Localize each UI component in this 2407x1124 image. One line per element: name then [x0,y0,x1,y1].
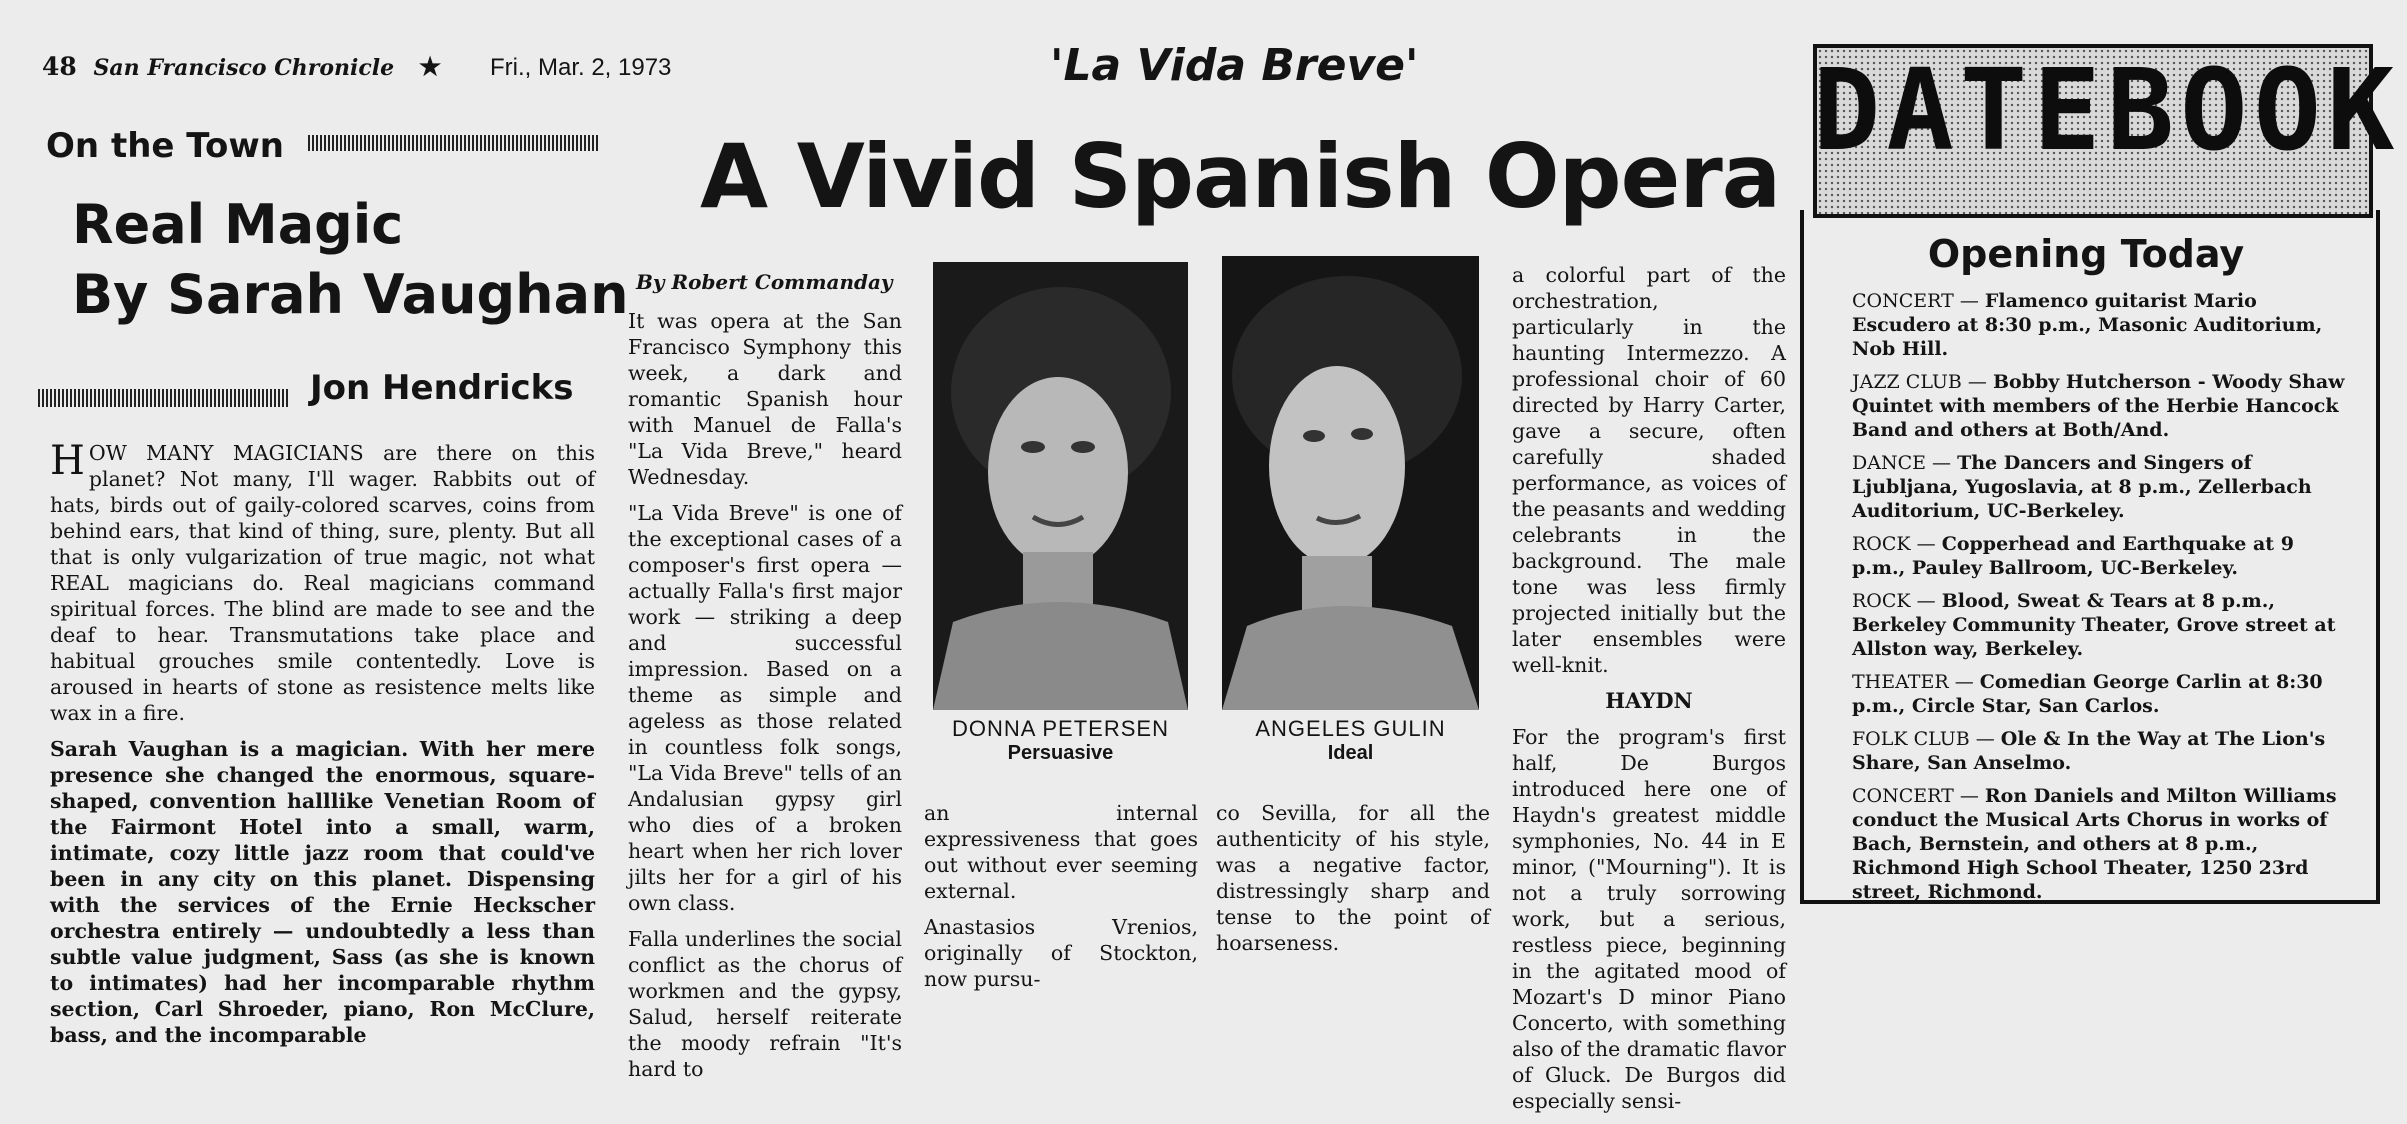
column-headline-line2: By Sarah Vaughan [72,263,629,326]
listing-text: Comedian George Carlin at 8:30 p.m., Circle Star, San Carlos. [1852,671,2323,717]
opening-today-heading: Opening Today [1927,232,2245,276]
opera-paragraph-2: "La Vida Breve" is one of the exceptional cases of a composer's first opera — actually Falla's first major work — striking a deep and successful impression. Based on a theme as simple and ageless as those related in countless folk songs, "La Vida Breve" tells of an Andalusian gypsy girl who dies of a broken heart when her rich lover jilts her for a girl of his own class. [628,501,902,915]
opera-col2-paragraph-2: Anastasios Vrenios, originally of Stockton, now pursu- [924,915,1198,991]
listing-text: Bobby Hutcherson - Woody Shaw Quintet with members of the Herbie Hancock Band and others at Both/And. [1852,371,2345,441]
photo-caption-desc: Ideal [1327,742,1374,764]
listing-text: Blood, Sweat & Tears at 8 p.m., Berkeley Community Theater, Grove street at Allston way, Berkeley. [1852,590,2336,660]
column-kicker: On the Town [46,126,284,166]
listing-category: CONCERT [1852,785,1954,807]
listing-item: CONCERT — Flamenco guitarist Mario Escudero at 8:30 p.m., Masonic Auditorium, Nob Hill. [1852,290,2323,360]
page-number: 48 [42,52,77,81]
listing-text: Copperhead and Earthquake at 9 p.m., Pauley Ballroom, UC-Berkeley. [1852,533,2294,579]
listing-category: FOLK CLUB [1852,728,1970,750]
portrait-image [933,262,1188,710]
page-folio [42,52,671,82]
opera-col4-paragraph-2: For the program's first half, De Burgos introduced here one of Haydn's greatest middle symphonies, No. 44 in E minor, ("Mourning"). It is not a truly sorrowing work, but a serious, restless piece, beginning in the agitated mood of Mozart's D minor Piano Concerto, with something also of the dramatic flavor of Gluck. De Burgos did especially sensi- [1512,725,1786,1113]
newspaper-name: San Francisco Chronicle [93,55,395,81]
column-body [50,440,595,1058]
opera-col2-paragraph-1: an internal expressiveness that goes out without ever seeming external. [924,801,1198,903]
portrait-image [1222,256,1479,710]
photo-caption-1 [933,716,1188,765]
star-icon: ★ [418,52,442,81]
photo-donna-petersen [933,262,1188,710]
opera-col3-paragraph: co Sevilla, for all the authenticity of his style, was a negative factor, distressingly sharp and tense to the point of hoarseness. [1216,801,1490,955]
listing-category: ROCK [1852,590,1911,612]
listing-item: THEATER — Comedian George Carlin at 8:30 p.m., Circle Star, San Carlos. [1852,671,2323,717]
opera-column-3 [1216,800,1490,966]
column-paragraph-1: HOW MANY MAGICIANS are there on this planet? Not many, I'll wager. Rabbits out of hats, birds out of gaily-colored scarves, coins from behind ears, that kind of thing, sure, plenty. But all that is only vulgarization of true magic, not what REAL magicians do. Real magicians command spiritual forces. The blind are made to see and the deaf to hear. Transmutations take place and habitual grouches smile contentedly. Love is aroused in hearts of stone as resistence melts like wax in a fire. [50,438,595,725]
column-headline-line1: Real Magic [72,193,404,256]
column-paragraph-2: Sarah Vaughan is a magician. With her mere presence she changed the enormous, square-shaped, convention halllike Venetian Room of the Fairmont Hotel into a small, warm, intimate, cozy little jazz room that could've been in any city on this planet. Dispensing with the services of the Ernie Heckscher orchestra entirely — undoubtedly a less than subtle value judgment, Sass (as she is known to intimates) had her incomparable rhythm section, Carl Shroeder, piano, Ron McClure, bass, and the incomparable [50,737,595,1047]
opera-col4-paragraph-1: a colorful part of the orchestration, particularly in the haunting Intermezzo. A professional choir of 60 directed by Harry Carter, gave a secure, often carefully shaded performance, as voices of the peasants and wedding celebrants in the background. The male tone was less firmly projected initially but the later ensembles were well-knit. [1512,263,1786,677]
photo-caption-2 [1222,716,1479,765]
opera-paragraph-1: It was opera at the San Francisco Symphony this week, a dark and romantic Spanish hour with Manuel de Falla's "La Vida Breve," heard Wednesday. [628,309,902,489]
listing-item: DANCE — The Dancers and Singers of Ljubljana, Yugoslavia, at 8 p.m., Zellerbach Auditorium, UC-Berkeley. [1852,452,2312,522]
photo-caption-name: DONNA PETERSEN [952,716,1169,741]
listing-category: THEATER [1852,671,1949,693]
opera-column-4 [1512,262,1786,1124]
listing-category: DANCE [1852,452,1926,474]
opera-kicker: 'La Vida Breve' [1050,40,1419,91]
listing-item: JAZZ CLUB — Bobby Hutcherson - Woody Shaw Quintet with members of the Herbie Hancock Band and others at Both/And. [1852,371,2345,441]
opera-subhead: HAYDN [1605,688,1693,713]
listing-item: ROCK — Copperhead and Earthquake at 9 p.m., Pauley Ballroom, UC-Berkeley. [1852,533,2294,579]
listing-category: JAZZ CLUB [1852,371,1962,393]
listing-text: Ole & In the Way at The Lion's Share, San Anselmo. [1852,728,2326,774]
photo-caption-desc: Persuasive [1007,742,1114,764]
issue-date: Fri., Mar. 2, 1973 [489,54,672,81]
listing-item: ROCK — Blood, Sweat & Tears at 8 p.m., Berkeley Community Theater, Grove street at Allston way, Berkeley. [1852,590,2336,660]
datebook-title: DATEBOOK [1813,46,2401,176]
opera-column-1 [628,308,902,1092]
datebook-listings [1852,289,2352,913]
photo-angeles-gulin [1222,256,1479,710]
byline-rule [38,389,288,407]
listing-text: The Dancers and Singers of Ljubljana, Yugoslavia, at 8 p.m., Zellerbach Auditorium, UC-Berkeley. [1852,452,2312,522]
opera-headline: A Vivid Spanish Opera [700,125,1781,228]
listing-category: CONCERT [1852,290,1954,312]
photo-caption-name: ANGELES GULIN [1255,716,1446,741]
listing-text: Flamenco guitarist Mario Escudero at 8:30 p.m., Masonic Auditorium, Nob Hill. [1852,290,2323,360]
listing-text: Ron Daniels and Milton Williams conduct the Musical Arts Chorus in works of Bach, Bernstein, and others at 8 p.m., Richmond High School Theater, 1250 23rd street, Richmond. [1852,785,2337,903]
opera-column-2 [924,800,1198,1002]
opera-paragraph-3: Falla underlines the social conflict as the chorus of workmen and the gypsy, Salud, herself reiterate the moody refrain "It's hard to [628,927,902,1081]
drop-cap: H [50,438,85,484]
listing-item: FOLK CLUB — Ole & In the Way at The Lion's Share, San Anselmo. [1852,728,2326,774]
listing-item: CONCERT — Ron Daniels and Milton Williams conduct the Musical Arts Chorus in works of Bach, Bernstein, and others at 8 p.m., Richmond High School Theater, 1250 23rd street, Richmond. [1852,785,2337,903]
column-byline: Jon Hendricks [310,368,574,408]
kicker-rule [308,135,600,151]
listing-category: ROCK [1852,533,1911,555]
opera-byline: By Robert Commanday [636,270,893,294]
